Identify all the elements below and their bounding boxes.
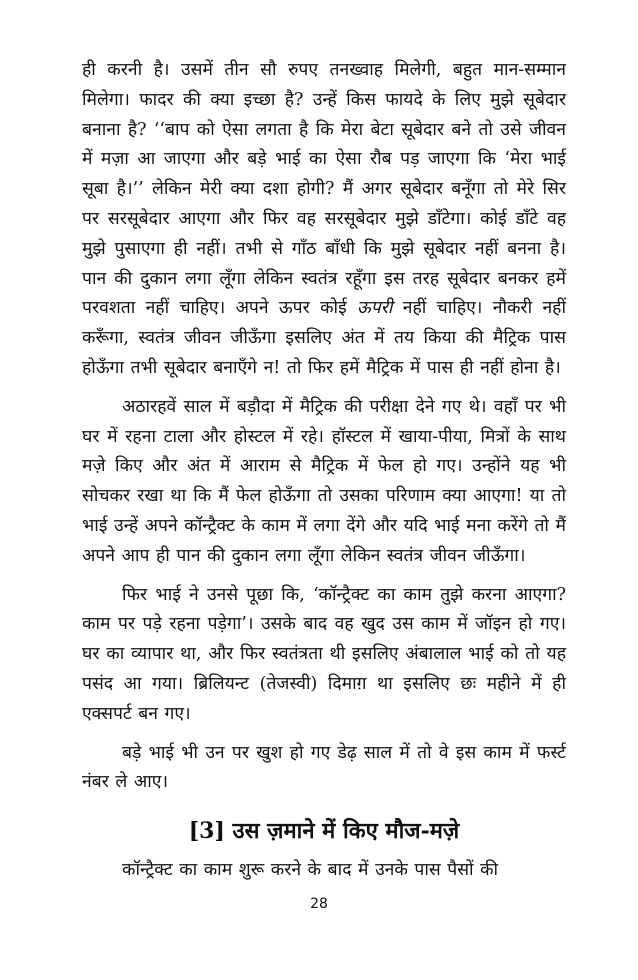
paragraph-1-italic-word: ऊपरी [357, 298, 393, 319]
paragraph-2: अठारहवें साल में बड़ौदा में मैट्रिक की परीक्षा देने गए थे। वहाँ पर भी घर में रहना टाला और होस्टल में रहे। हॉस्टल में खाया-पीया, मित्रों के साथ मज़े किए और अंत में आराम से मैट्रिक में फेल हो गए। उन्होंने यह भी सोचकर रखा था कि मैं फेल होऊँगा तो उसका परिणाम क्या आएगा! या तो भाई उन्हें अपने कॉन्ट्रैक्ट के काम में लगा देंगे और यदि भाई मना करेंगे तो मैं अपने आप ही पान की दुकान लगा लूँगा लेकिन स्वतंत्र जीवन जीऊँगा। [82, 396, 566, 566]
paragraph-4: बड़े भाई भी उन पर खुश हो गए डेढ़ साल में तो वे इस काम में फर्स्ट नंबर ले आए। [82, 742, 566, 793]
page-number: 28 [310, 896, 328, 912]
paragraph-1-text-before: ही करनी है। उसमें तीन सौ रुपए तनख्वाह मिलेगी, बहुत मान-सम्मान मिलेगा। फादर की क्या इच्छा है? उन्हें किस फायदे के लिए मुझे सूबेदार बनाना है? ‘‘बाप को ऐसा लगता है कि मेरा बेटा सूबेदार बने तो उसे जीवन में मज़ा आ जाएगा और बड़े भाई का ऐसा रौब पड़ जाएगा कि ‘मेरा भाई सूबा है।’’ लेकिन मेरी क्या दशा होगी? मैं अगर सूबेदार बनूँगा तो मेरे सिर पर सरसूबेदार आएगा और फिर वह सरसूबेदार मुझे डाँटेगा। कोई डाँटे वह मुझे पुसाएगा ही नहीं। तभी से गाँठ बाँधी कि मुझे सूबेदार नहीं बनना है। पान की दुकान लगा लूँगा लेकिन स्वतंत्र रहूँगा इस तरह सूबेदार बनकर हमें परवशता नहीं चाहिए। अपने ऊपर कोई [82, 60, 566, 319]
paragraph-5: कॉन्ट्रैक्ट का काम शुरू करने के बाद में उनके पास पैसों की [122, 860, 499, 881]
paragraph-1-text-after: नहीं चाहिए। नौकरी नहीं करूँगा, स्वतंत्र जीवन जीऊँगा इसलिए अंत में तय किया की मैट्रिक पास होऊँगा तभी सूबेदार बनाएँगे न! तो फिर हमें मैट्रिक में पास ही नहीं होना है। [82, 298, 566, 378]
section-heading: [3] उस ज़माने में किए मौज-मज़े [188, 818, 460, 845]
paragraph-1 [82, 56, 566, 384]
paragraph-3: फिर भाई ने उनसे पूछा कि, ‘कॉन्ट्रैक्ट का काम तुझे करना आएगा? काम पर पड़े रहना पड़ेगा’। उसके बाद वह खुद उस काम में जॉइन हो गए। घर का व्यापार था, और फिर स्वतंत्रता थी इसलिए अंबालाल भाई को तो यह पसंद आ गया। ब्रिलियन्ट (तेजस्वी) दिमाग़ था इसलिए छः महीने में ही एक्सपर्ट बन गए। [82, 584, 566, 724]
